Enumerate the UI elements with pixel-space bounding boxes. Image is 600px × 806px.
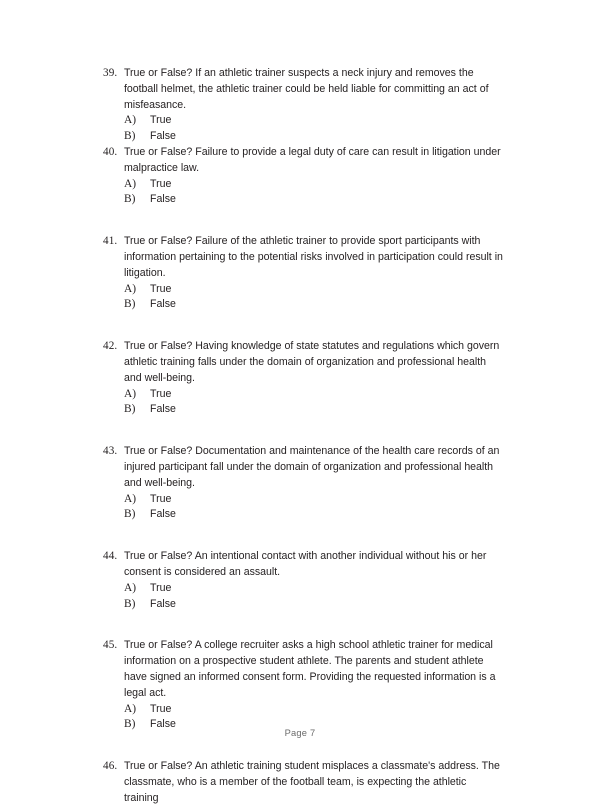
option-key: B) <box>124 193 136 206</box>
option-label: False <box>150 597 176 610</box>
option-key: B) <box>124 298 136 311</box>
option-label: True <box>150 282 172 295</box>
question-number: 39. <box>103 67 118 79</box>
option-key: A) <box>124 492 137 505</box>
option-label: True <box>150 114 172 127</box>
option-key: B) <box>124 130 136 143</box>
answer-option[interactable] <box>103 282 503 298</box>
question-row <box>103 339 503 386</box>
answer-option[interactable] <box>103 297 503 313</box>
question-number: 40. <box>103 145 118 158</box>
question-number: 45. <box>103 639 118 652</box>
question-text: True or False? If an athletic trainer suspects a neck injury and removes the football helmet, the athletic trainer could be held liable for committing an act of misfeasance. <box>124 67 489 111</box>
page-footer: Page 7 <box>284 728 316 738</box>
answer-options <box>103 492 503 524</box>
option-label: False <box>150 193 176 206</box>
question-row <box>103 638 503 701</box>
question-text: True or False? Documentation and maintenance of the health care records of an injured participant fall under the domain of organization and professional health and well-being. <box>124 445 500 489</box>
question-block <box>103 638 503 733</box>
question-block <box>103 234 503 313</box>
question-row <box>103 549 503 581</box>
question-block <box>103 66 503 145</box>
option-label: True <box>150 387 172 400</box>
question-number: 44. <box>103 550 118 563</box>
option-key: A) <box>124 702 137 715</box>
answer-option[interactable] <box>103 113 503 129</box>
option-label: True <box>150 702 172 715</box>
answer-options <box>103 387 503 419</box>
question-text: True or False? Having knowledge of state statutes and regulations which govern athletic training falls under the domain of organization and professional health and well-being. <box>124 340 500 384</box>
option-key: B) <box>124 403 136 416</box>
question-block <box>103 549 503 612</box>
answer-option[interactable] <box>103 507 503 523</box>
answer-option[interactable] <box>103 177 503 193</box>
option-label: False <box>150 130 176 143</box>
question-row <box>103 759 503 806</box>
question-row <box>103 234 503 281</box>
option-label: False <box>150 403 176 416</box>
question-text: True or False? Failure to provide a legal duty of care can result in litigation under malpractice law. <box>124 145 501 174</box>
question-list <box>103 66 503 806</box>
answer-option[interactable] <box>103 387 503 403</box>
option-label: False <box>150 508 176 521</box>
answer-option[interactable] <box>103 581 503 597</box>
option-key: A) <box>124 581 137 594</box>
question-block <box>103 759 503 806</box>
question-block <box>103 444 503 523</box>
question-number: 42. <box>103 340 118 353</box>
answer-options <box>103 282 503 314</box>
question-number: 46. <box>103 760 118 773</box>
question-text: True or False? Failure of the athletic trainer to provide sport participants with information pertaining to the potential risks involved in participation could result in litigation. <box>124 235 503 279</box>
option-key: B) <box>124 597 136 610</box>
question-row <box>103 444 503 491</box>
question-block <box>103 339 503 418</box>
answer-option[interactable] <box>103 492 503 508</box>
option-label: False <box>150 298 176 311</box>
option-label: True <box>150 581 172 594</box>
option-key: A) <box>124 114 137 127</box>
option-key: B) <box>124 718 136 731</box>
answer-option[interactable] <box>103 402 503 418</box>
option-key: A) <box>124 282 137 295</box>
answer-option[interactable] <box>103 702 503 718</box>
option-label: True <box>150 177 172 190</box>
question-number: 43. <box>103 445 118 458</box>
question-block <box>103 145 503 208</box>
option-label: False <box>150 718 176 731</box>
answer-options <box>103 581 503 613</box>
option-key: B) <box>124 508 136 521</box>
answer-options <box>103 113 503 145</box>
question-row <box>103 66 503 113</box>
answer-option[interactable] <box>103 192 503 208</box>
answer-option[interactable] <box>103 129 503 145</box>
option-key: A) <box>124 387 137 400</box>
answer-option[interactable] <box>103 597 503 613</box>
question-text: True or False? An athletic training student misplaces a classmate's address. The classmate, who is a member of the football team, is expecting the athletic training <box>124 760 500 804</box>
option-key: A) <box>124 177 137 190</box>
answer-options <box>103 177 503 209</box>
question-row <box>103 145 503 177</box>
question-number: 41. <box>103 235 118 248</box>
question-text: True or False? An intentional contact with another individual without his or her consent is considered an assault. <box>124 550 487 578</box>
option-label: True <box>150 492 172 505</box>
question-text: True or False? A college recruiter asks a high school athletic trainer for medical information on a prospective student athlete. The parents and student athlete have signed an informed consent form. Providing the requested information is a legal act. <box>124 639 496 699</box>
